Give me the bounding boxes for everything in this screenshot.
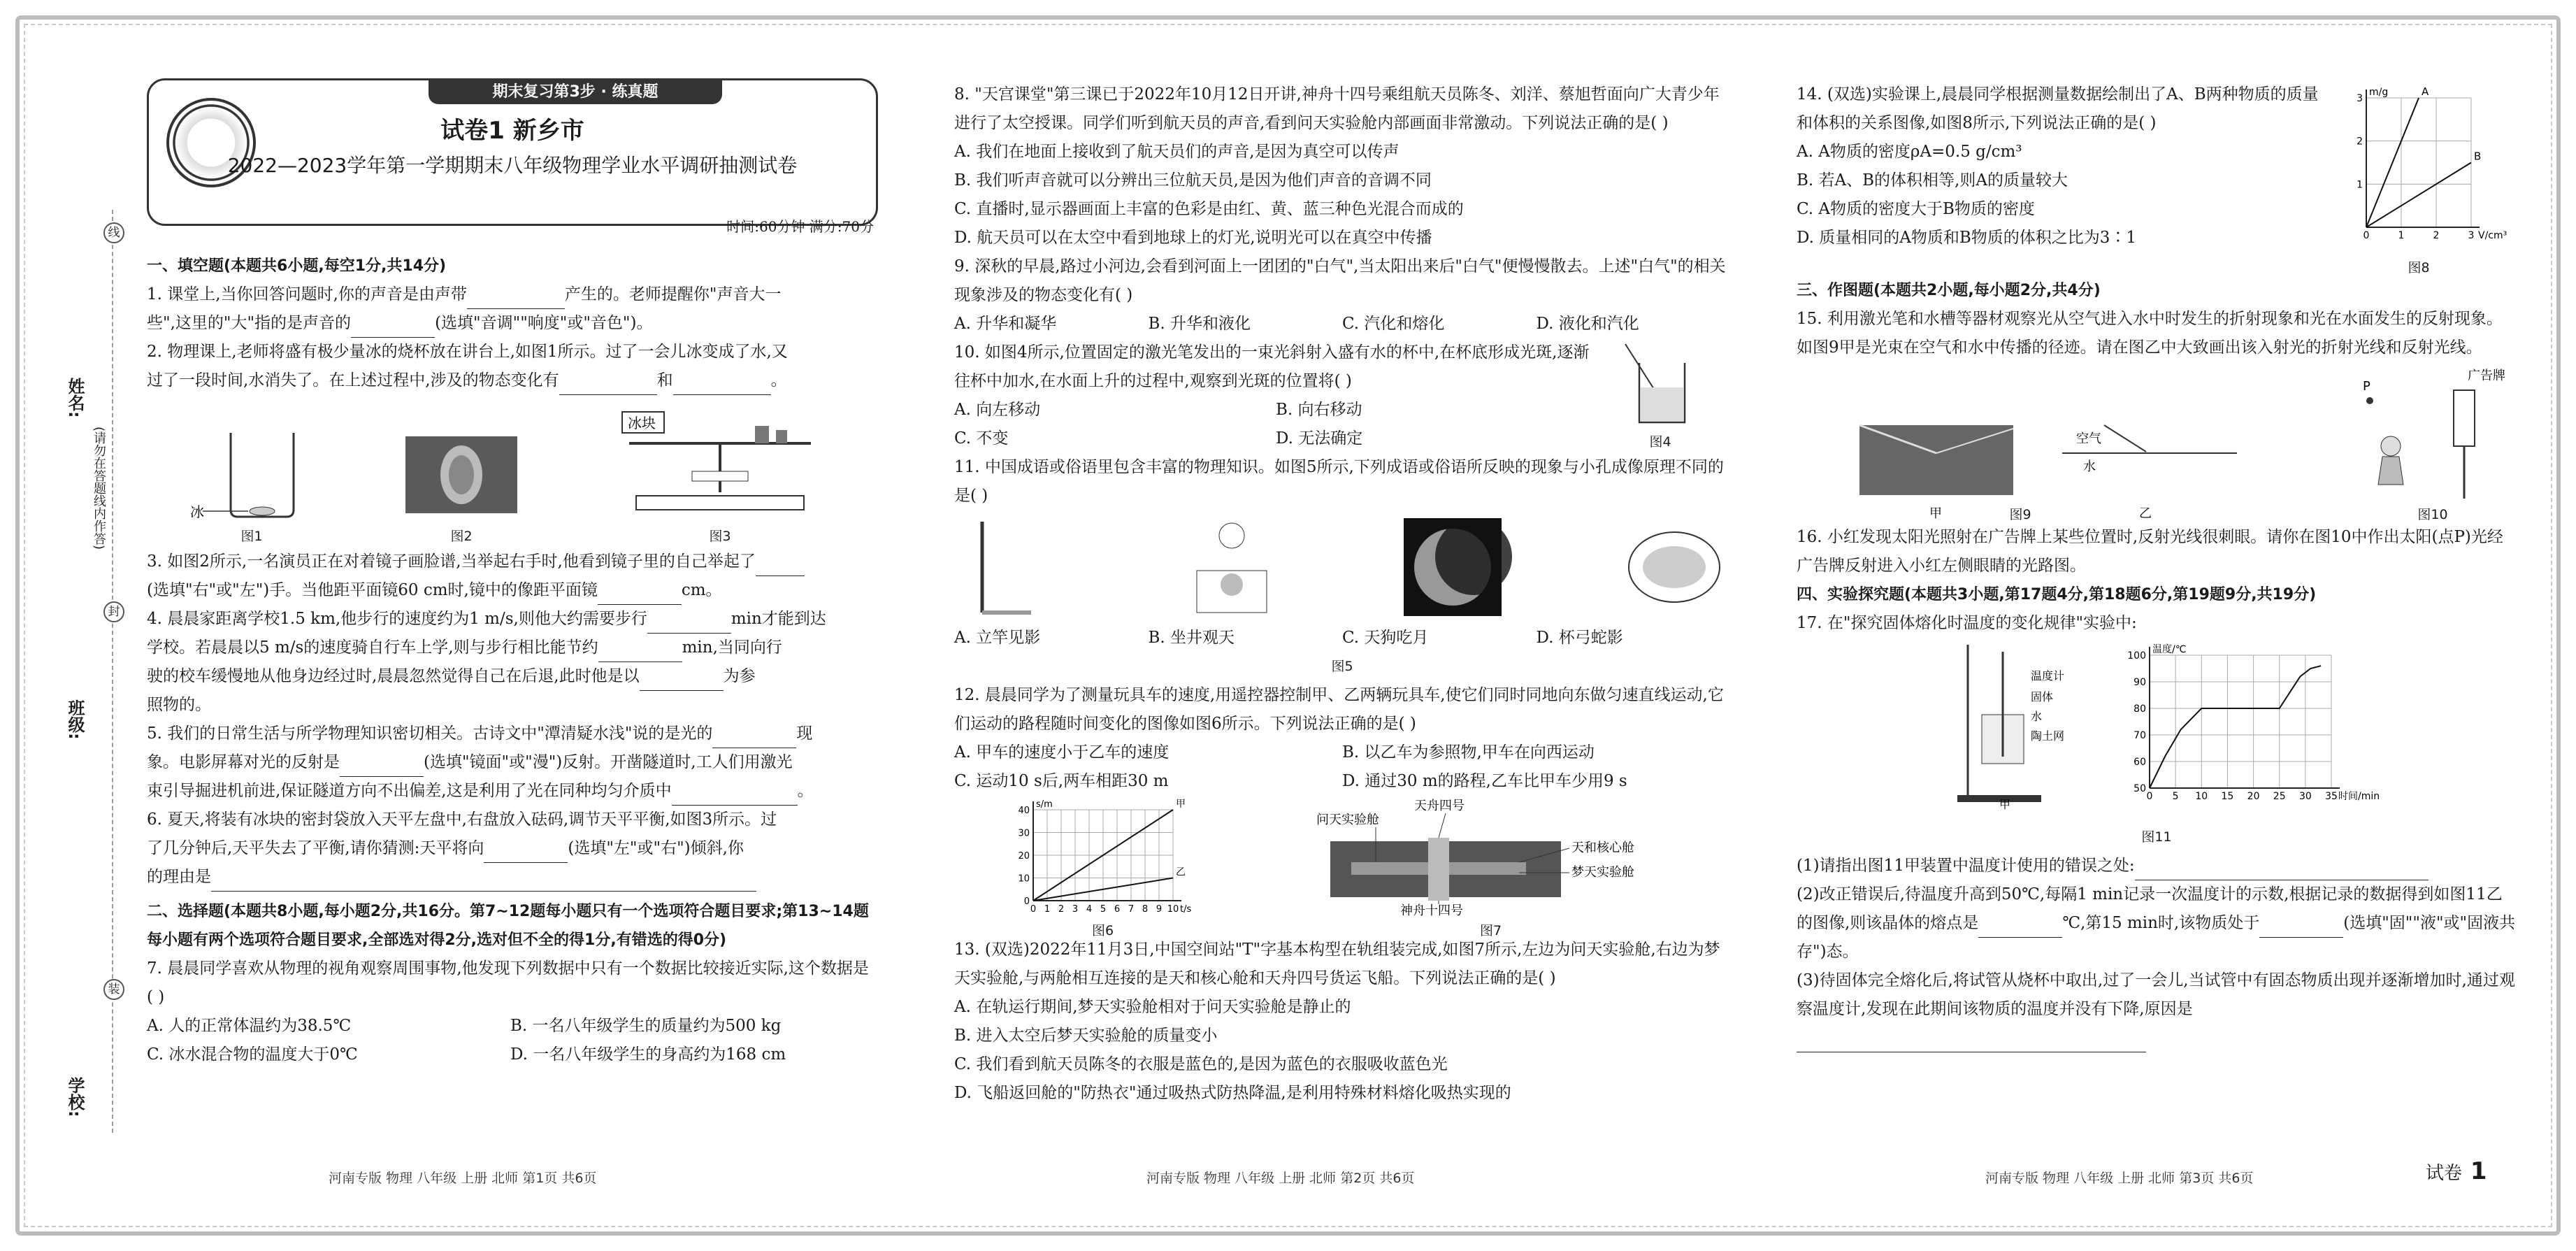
figure-1: 冰 图1 [189,419,315,545]
question-14: 14. (双选)实验课上,晨晨同学根据测量数据绘制出了A、B两种物质的质量和体积的关系图像,如图8所示,下列说法正确的是( ) [1797,85,2319,132]
question-8: 8. "天宫课堂"第三课已于2022年10月12日开讲,神舟十四号乘组航天员陈冬、刘洋、蔡旭哲面向广大青少年进行了太空授课。同学们听到航天员的声音,看到问天实验舱内部画面非常激动。下列说法正确的是( ) [954,85,1720,132]
question-9: 9. 深秋的早晨,路过小河边,会看到河面上一团团的"白气",当太阳出来后"白气"便慢慢散去。上述"白气"的相关现象涉及的物态变化有( ) [954,257,1726,304]
y-tick-label: 0 [1023,896,1030,907]
x-tick-label: 8 [1142,904,1148,915]
x-tick-label: 2 [2433,230,2440,241]
section-2-title: 二、选择题(本题共8小题,每小题2分,共16分。第7~12题每小题只有一个选项符合题目要求;第13~14题每小题有两个选项符合题目要求,全部选对得2分,选对但不全的得1分,有错选的得0分) [147,903,869,949]
svg-text:冰: 冰 [190,503,204,520]
figure-7: 问天实验舱 天舟四号 天和核心舱 梦天实验舱 神舟十四号 图7 [1316,799,1634,938]
x-tick-label: 7 [1128,904,1134,915]
svg-text:陶土网: 陶土网 [2031,729,2065,743]
footer-page-2: 河南专版 物理 八年级 上册 北师 第2页 共6页 [1146,1171,1415,1186]
svg-text:神舟十四号: 神舟十四号 [1399,903,1463,918]
header-band-label: 期末复习第3步 · 练真题 [429,80,722,104]
school-label: 学校: [65,1077,85,1117]
svg-text:天舟四号: 天舟四号 [1413,799,1465,813]
x-tick-label: 3 [2468,230,2475,241]
cut-mark-line: 线 [103,222,124,243]
svg-text:天和核心舱: 天和核心舱 [1571,841,1634,855]
question-16: 16. 小红发现太阳光照射在广告牌上某些位置时,反射光线很刺眼。请你在图10中作出太阳(点P)光经广告牌反射进入小红左侧眼睛的光路图。 [1797,528,2503,575]
svg-text:P: P [2363,379,2370,394]
x-tick-label: 20 [2247,791,2260,802]
footer-page-3: 河南专版 物理 八年级 上册 北师 第3页 共6页 [1985,1171,2254,1186]
question-3: 3. 如图2所示,一名演员正在对着镜子画脸谱,当举起右手时,他看到镜子里的自己举起了 (选填"右"或"左")手。当他距平面镜60 cm时,镜中的像距平面镜 cm。 [147,548,874,605]
figures-6-7 [954,796,1730,936]
svg-text:甲: 甲 [1999,798,2011,811]
question-9-options: A. 升华和凝华 B. 升华和液化 C. 汽化和熔化 D. 液化和汽化 [954,315,1639,333]
x-tick-label: 10 [2195,791,2208,802]
x-tick-label: 35 [2325,791,2338,802]
figure-11-graph [2122,638,2380,837]
series-label: B [2474,150,2482,163]
svg-text:水: 水 [2031,710,2043,723]
svg-text:冰块: 冰块 [628,415,656,431]
x-tick-label: 0 [1030,904,1036,915]
figure-9: 甲 空气 水 乙 图9 [1797,362,2244,523]
question-6: 6. 夏天,将装有冰块的密封袋放入天平左盘中,右盘放入砝码,调节天平平衡,如图3所示。过 了几分钟后,天平失去了平衡,请你猜测:天平将向 (选填"左"或"右")倾斜,你 的理由是 [147,806,874,892]
chart-fig11 [2122,638,2380,809]
figure-11 [1797,638,2517,837]
section-3-title: 三、作图题(本题共2小题,每小题2分,共4分) [1797,282,2101,299]
x-tick-label: 6 [1114,904,1120,915]
x-tick-label: 3 [1072,904,1078,915]
page-number: 试卷 1 [2426,1157,2487,1185]
figure-11-apparatus [1954,638,2094,837]
svg-text:梦天实验舱: 梦天实验舱 [1571,865,1634,880]
y-tick-label: 30 [1017,828,1030,839]
question-7: 7. 晨晨同学喜欢从物理的视角观察周围事物,他发现下列数据中只有一个数据比较接近实际,这个数据是( ) [147,959,869,1006]
y-axis-label: 温度/℃ [2152,644,2187,655]
question-4: 4. 晨晨家距离学校1.5 km,他步行的速度约为1 m/s,则他大约需要步行 min才能到达 学校。若晨晨以5 m/s的速度骑自行车上学,则与步行相比能节约 min,当同向行 驶的校车缓慢地从他身边经过时,晨晨忽然觉得自己在后退,此时他是以 为参 照物的。 [147,610,826,714]
y-tick-label: 20 [1017,851,1030,862]
x-tick-label: 1 [2398,230,2405,241]
y-axis-label: m/g [2369,87,2389,98]
pole-shadow-icon [954,515,1066,620]
question-5: 5. 我们的日常生活与所学物理知识密切相关。古诗文中"潭清疑水浅"说的是光的 现 象。电影屏幕对光的反射是 (选填"镜面"或"漫")反射。开凿隧道时,工人们用激光 束引导掘进机前进,保证隧道方向不出偏差,这是利用了光在同种均匀介质中 。 [147,720,874,806]
figure-10: P 广告牌 图10 [2363,369,2505,522]
column-3 [1797,80,2517,1052]
y-axis-label: s/m [1035,799,1053,810]
svg-text:乙: 乙 [2139,506,2152,521]
exam-header [147,78,878,226]
question-14-options: A. A物质的密度ρA=0.5 g/cm³ B. 若A、B的体积相等,则A的质量较大 C. A物质的密度大于B物质的密度 D. 质量相同的A物质和B物质的体积之比为3∶1 [1797,143,2137,247]
question-10-block [954,338,1730,453]
series-label: A [2422,85,2429,98]
x-axis-label: V/cm³ [2478,230,2507,241]
x-tick-label: 15 [2221,791,2234,802]
svg-text:温度计: 温度计 [2031,669,2065,682]
y-tick-label: 90 [2134,677,2146,688]
question-10: 10. 如图4所示,位置固定的激光笔发出的一束光斜射入盛有水的杯中,在杯底形成光斑,逐渐往杯中加水,在水面上升的过程中,观察到光斑的位置将( ) [954,343,1590,390]
x-tick-label: 5 [2172,791,2179,802]
y-tick-label: 3 [2356,93,2363,104]
x-tick-label: 0 [2146,791,2153,802]
question-13-options: A. 在轨运行期间,梦天实验舱相对于问天实验舱是静止的 B. 进入太空后梦天实验舱的质量变小 C. 我们看到航天员陈冬的衣服是蓝色的,是因为蓝色的衣服吸收蓝色光 D. 飞船返回舱的"防热衣"通过吸热式防热降温,是利用特殊材料熔化吸热实现的 [954,998,1511,1102]
lunar-eclipse-icon [1397,515,1509,620]
chart-fig6 [1012,796,1194,918]
question-11: 11. 中国成语或俗语里包含丰富的物理知识。如图5所示,下列成语或俗语所反映的现象与小孔成像原理不同的是( ) [954,458,1724,505]
figure-2: 图2 [398,419,524,545]
chart-fig8 [2338,80,2507,255]
class-label: 班级: [65,699,85,740]
question-17: 17. 在"探究固体熔化时温度的变化规律"实验中: [1797,614,2137,632]
svg-text:问天实验舱: 问天实验舱 [1316,813,1379,827]
y-tick-label: 80 [2134,703,2146,715]
x-tick-label: 1 [1044,904,1050,915]
y-tick-label: 1 [2356,179,2363,191]
x-tick-label: 0 [2363,230,2370,241]
name-label: 姓名: [65,378,85,418]
section-1-title: 一、填空题(本题共6小题,每空1分,共14分) [147,257,447,275]
figure-5-images [954,515,1730,620]
figure-11-caption: 图11 [2141,829,2172,845]
footer-page-1: 河南专版 物理 八年级 上册 北师 第1页 共6页 [329,1171,597,1186]
question-13: 13. (双选)2022年11月3日,中国空间站"T"字基本构型在轨组装完成,如图7所示,左边为问天实验舱,右边为梦天实验舱,与两舱相互连接的是天和核心舱和天舟四号货运飞船。下列说法正确的是( ) [954,941,1720,987]
exam-subtitle: 2022—2023学年第一学期期末八年级物理学业水平调研抽测试卷 [227,154,798,177]
bow-cup-icon [1618,515,1730,620]
svg-text:水: 水 [2083,459,2096,474]
cut-mark-seal: 封 [103,601,124,622]
y-tick-label: 10 [1017,873,1030,885]
svg-text:空气: 空气 [2076,431,2101,446]
x-tick-label: 5 [1100,904,1106,915]
y-tick-label: 100 [2127,650,2146,662]
question-8-options: A. 我们在地面上接收到了航天员们的声音,是因为真空可以传声 B. 我们听声音就可以分辨出三位航天员,是因为他们声音的音调不同 C. 直播时,显示器画面上丰富的色彩是由红、黄、蓝三种色光混合而成的 D. 航天员可以在太空中看到地球上的灯光,说明光可以在真空中传播 [954,143,1464,247]
svg-text:甲: 甲 [1929,506,1942,521]
question-15: 15. 利用激光笔和水槽等器材观察光从空气进入水中时发生的折射现象和光在水面发生的反射现象。如图9甲是光束在空气和水中传播的径迹。请在图乙中大致画出该入射光的折射光线和反射光线。 [1797,310,2503,357]
figure-3: 冰块 图3 [608,405,832,545]
time-info: 时间:60分钟 满分:70分 [726,218,874,235]
question-17-2: (2)改正错误后,待温度升高到50℃,每隔1 min记录一次温度计的示数,根据记录的数据得到如图11乙的图像,则该晶体的熔点是 ℃,第15 min时,该物质处于 (选填"固""液"或"固液共存")态。 [1797,885,2516,961]
cut-mark-bind: 装 [103,979,124,1000]
series-line [2366,163,2471,228]
seal-note: (请勿在答题线内作答) [92,427,106,550]
question-17-1: (1)请指出图11甲装置中温度计使用的错误之处: [1797,852,2517,880]
series-label: 甲 [1175,799,1186,810]
question-2: 2. 物理课上,老师将盛有极少量冰的烧杯放在讲台上,如图1所示。过了一会儿冰变成了水,又 过了一段时间,水消失了。在上述过程中,涉及的物态变化有 和 。 [147,338,874,395]
question-12-options: A. 甲车的速度小于乙车的速度 B. 以乙车为参照物,甲车在向西运动 C. 运动10 s后,两车相距30 m D. 通过30 m的路程,乙车比甲车少用9 s [954,743,1627,790]
question-7-options: A. 人的正常体温约为38.5℃ B. 一名八年级学生的质量约为500 kg C. 冰水混合物的温度大于0℃ D. 一名八年级学生的身高约为168 cm [147,1017,786,1064]
x-tick-label: 10 [1167,904,1179,915]
y-tick-label: 60 [2134,757,2146,768]
x-tick-label: 25 [2273,791,2286,802]
girl-figure-icon [2378,457,2403,485]
y-tick-label: 40 [1017,806,1030,816]
x-axis-label: t/s [1179,904,1191,915]
sun-point-icon [2366,397,2373,404]
column-1 [147,252,874,1069]
y-tick-label: 70 [2134,730,2146,741]
figure-6: 0 1 2 3 4 5 6 7 8 9 10 0 10 20 30 40 t/s s/m 甲 乙 图6 [1012,796,1194,939]
x-axis-label: 时间/min [2338,791,2380,802]
figures-9-10 [1797,362,2517,523]
x-tick-label: 2 [1058,904,1064,915]
question-11-options: A. 立竿见影 B. 坐井观天 C. 天狗吃月 D. 杯弓蛇影 [954,629,1623,647]
svg-text:固体: 固体 [2031,690,2054,703]
question-17-3: (3)待固体完全熔化后,将试管从烧杯中取出,过了一会儿,当试管中有固态物质出现并逐渐增加时,通过观察温度计,发现在此期间该物质的温度并没有下降,原因是 [1797,966,2517,1052]
figures-1-3 [147,398,874,545]
figure-4: 图4 [1597,338,1723,453]
column-2 [954,80,1730,1108]
y-tick-label: 2 [2356,136,2363,148]
figure-5-caption: 图5 [1331,659,1353,674]
svg-text:广告牌: 广告牌 [2468,369,2505,383]
series-line [2366,98,2419,227]
x-tick-label: 9 [1156,904,1162,915]
x-tick-label: 4 [1086,904,1092,915]
frog-well-icon [1176,515,1288,620]
exam-title: 试卷1 新乡市 [440,117,584,145]
x-tick-label: 30 [2298,791,2312,802]
question-14-block [1797,80,2517,276]
figure-8: 0 1 2 3 1 2 3 V/cm³ m/g A B 图8 [2328,80,2510,276]
series-label: 乙 [1175,866,1186,878]
question-1: 1. 课堂上,当你回答问题时,你的声音是由声带 产生的。老师提醒你"声音大一 些",这里的"大"指的是声音的 (选填"音调""响度"或"音色")。 [147,280,874,338]
question-10-options: A. 向左移动 B. 向右移动 C. 不变 D. 无法确定 [954,401,1363,448]
section-4-title: 四、实验探究题(本题共3小题,第17题4分,第18题6分,第19题9分,共19分) [1797,586,2317,603]
question-12: 12. 晨晨同学为了测量玩具车的速度,用遥控器控制甲、乙两辆玩具车,使它们同时同地向东做匀速直线运动,它们运动的路程随时间变化的图像如图6所示。下列说法正确的是( ) [954,686,1724,733]
y-tick-label: 50 [2134,783,2146,794]
